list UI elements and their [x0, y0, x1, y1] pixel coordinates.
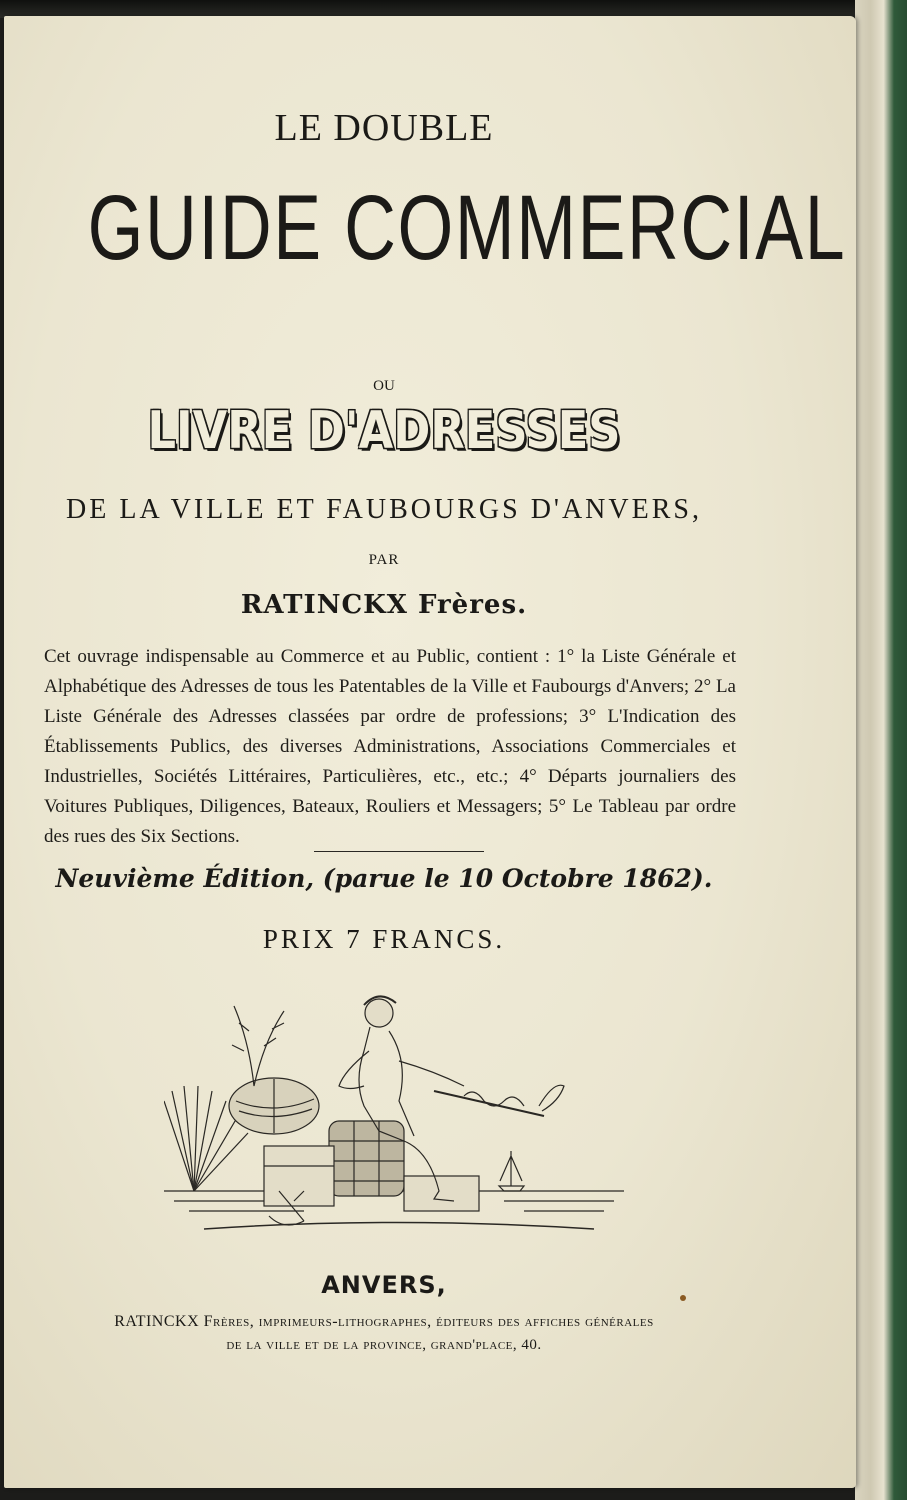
imprint-city: ANVERS, [321, 1271, 447, 1299]
imprint-printer-line1: RATINCKX Frères, imprimeurs-lithographes, éditeurs des affiches générales [114, 1313, 654, 1330]
title-line-le-double: LE DOUBLE [274, 107, 494, 149]
title-ville-anvers: DE LA VILLE ET FAUBOURGS D'ANVERS, [66, 494, 702, 525]
title-conjunction: OU [373, 378, 395, 394]
author-by: PAR [368, 552, 400, 568]
price-line: PRIX 7 FRANCS. [262, 924, 506, 954]
edition-line: Neuvième Édition, (parue le 10 Octobre 1862). [55, 864, 713, 893]
author-name: RATINCKX Frères. [240, 590, 528, 620]
description-paragraph: Cet ouvrage indispensable au Commerce et au Public, contient : 1° la Liste Générale et Alphabétique des Adresses de tous les Patentables de la Ville et Faubourgs d'Anvers; 2° La Liste Générale des Adresses classées par ordre de professions; 3° L'Indication des Établissements Publics, des diverses Administrations, Associations Commerciales et Industrielles, Sociétés Littéraires, Particulières, etc., etc.; 4° Départs journaliers des Voitures Publiques, Diligences, Bateaux, Rouliers et Messagers; 5° Le Tableau par ordre des rues des Six Sections. [44, 646, 736, 847]
mercury-engraving-icon [164, 991, 624, 1251]
title-guide-commercial: GUIDE COMMERCIAL [87, 177, 847, 279]
title-page [4, 16, 856, 1488]
divider-rule [314, 851, 484, 852]
ink-spot [680, 1295, 686, 1301]
title-livre-adresses: LIVRE D'ADRESSES [147, 401, 621, 461]
imprint-printer-line2: de la ville et de la province, grand'place, 40. [226, 1337, 542, 1353]
book-edge [855, 0, 907, 1500]
